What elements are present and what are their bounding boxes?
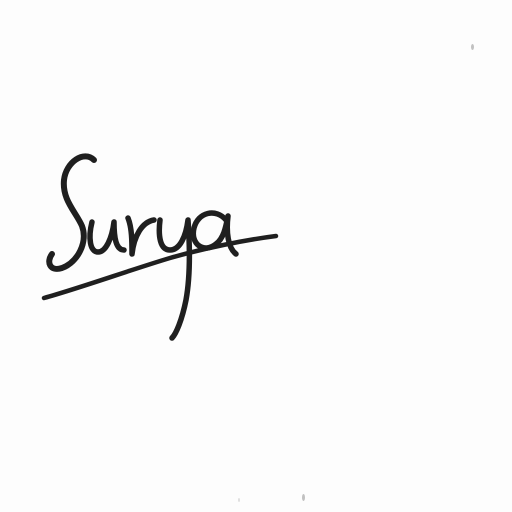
scan-speck (238, 498, 240, 502)
signature-letter-s (49, 156, 94, 269)
signature-letter-r (128, 218, 154, 254)
signature-letter-y (159, 220, 189, 338)
scan-speck (471, 44, 474, 50)
signature-letter-u (90, 222, 124, 252)
scan-speck (302, 494, 305, 501)
